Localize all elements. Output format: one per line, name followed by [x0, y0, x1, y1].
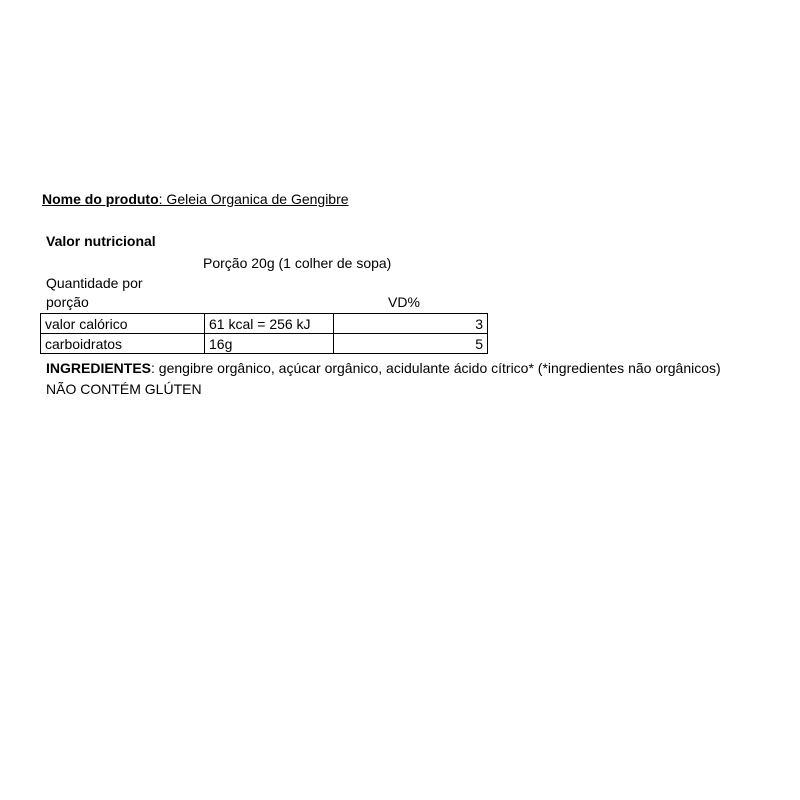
- ingredients-label: INGREDIENTES: [46, 360, 152, 376]
- quantity-header-line2: porção: [46, 294, 89, 310]
- serving-size: Porção 20g (1 colher de sopa): [203, 255, 392, 271]
- ingredients-line: [46, 361, 721, 375]
- nutrient-amount: 61 kcal = 256 kJ: [205, 314, 334, 334]
- nutrient-name: valor calórico: [41, 314, 205, 334]
- table-row: [41, 334, 488, 354]
- table-row: [41, 314, 488, 334]
- vd-header: VD%: [388, 294, 420, 310]
- nutrient-vd: 5: [334, 334, 488, 354]
- quantity-header-line1: Quantidade por: [46, 275, 143, 291]
- nutrition-table: [40, 313, 488, 354]
- ingredients-text: : gengibre orgânico, açúcar orgânico, acidulante ácido cítrico* (*ingredientes não orgânicos): [151, 360, 721, 376]
- nutrient-amount: 16g: [205, 334, 334, 354]
- product-name-label: Nome do produto: [42, 191, 159, 207]
- nutrient-name: carboidratos: [41, 334, 205, 354]
- product-name-value: : Geleia Organica de Gengibre: [158, 191, 349, 207]
- nutrient-vd: 3: [334, 314, 488, 334]
- gluten-notice: NÃO CONTÉM GLÚTEN: [46, 381, 202, 397]
- product-name-line: [42, 192, 349, 206]
- nutrition-title: Valor nutricional: [46, 233, 156, 249]
